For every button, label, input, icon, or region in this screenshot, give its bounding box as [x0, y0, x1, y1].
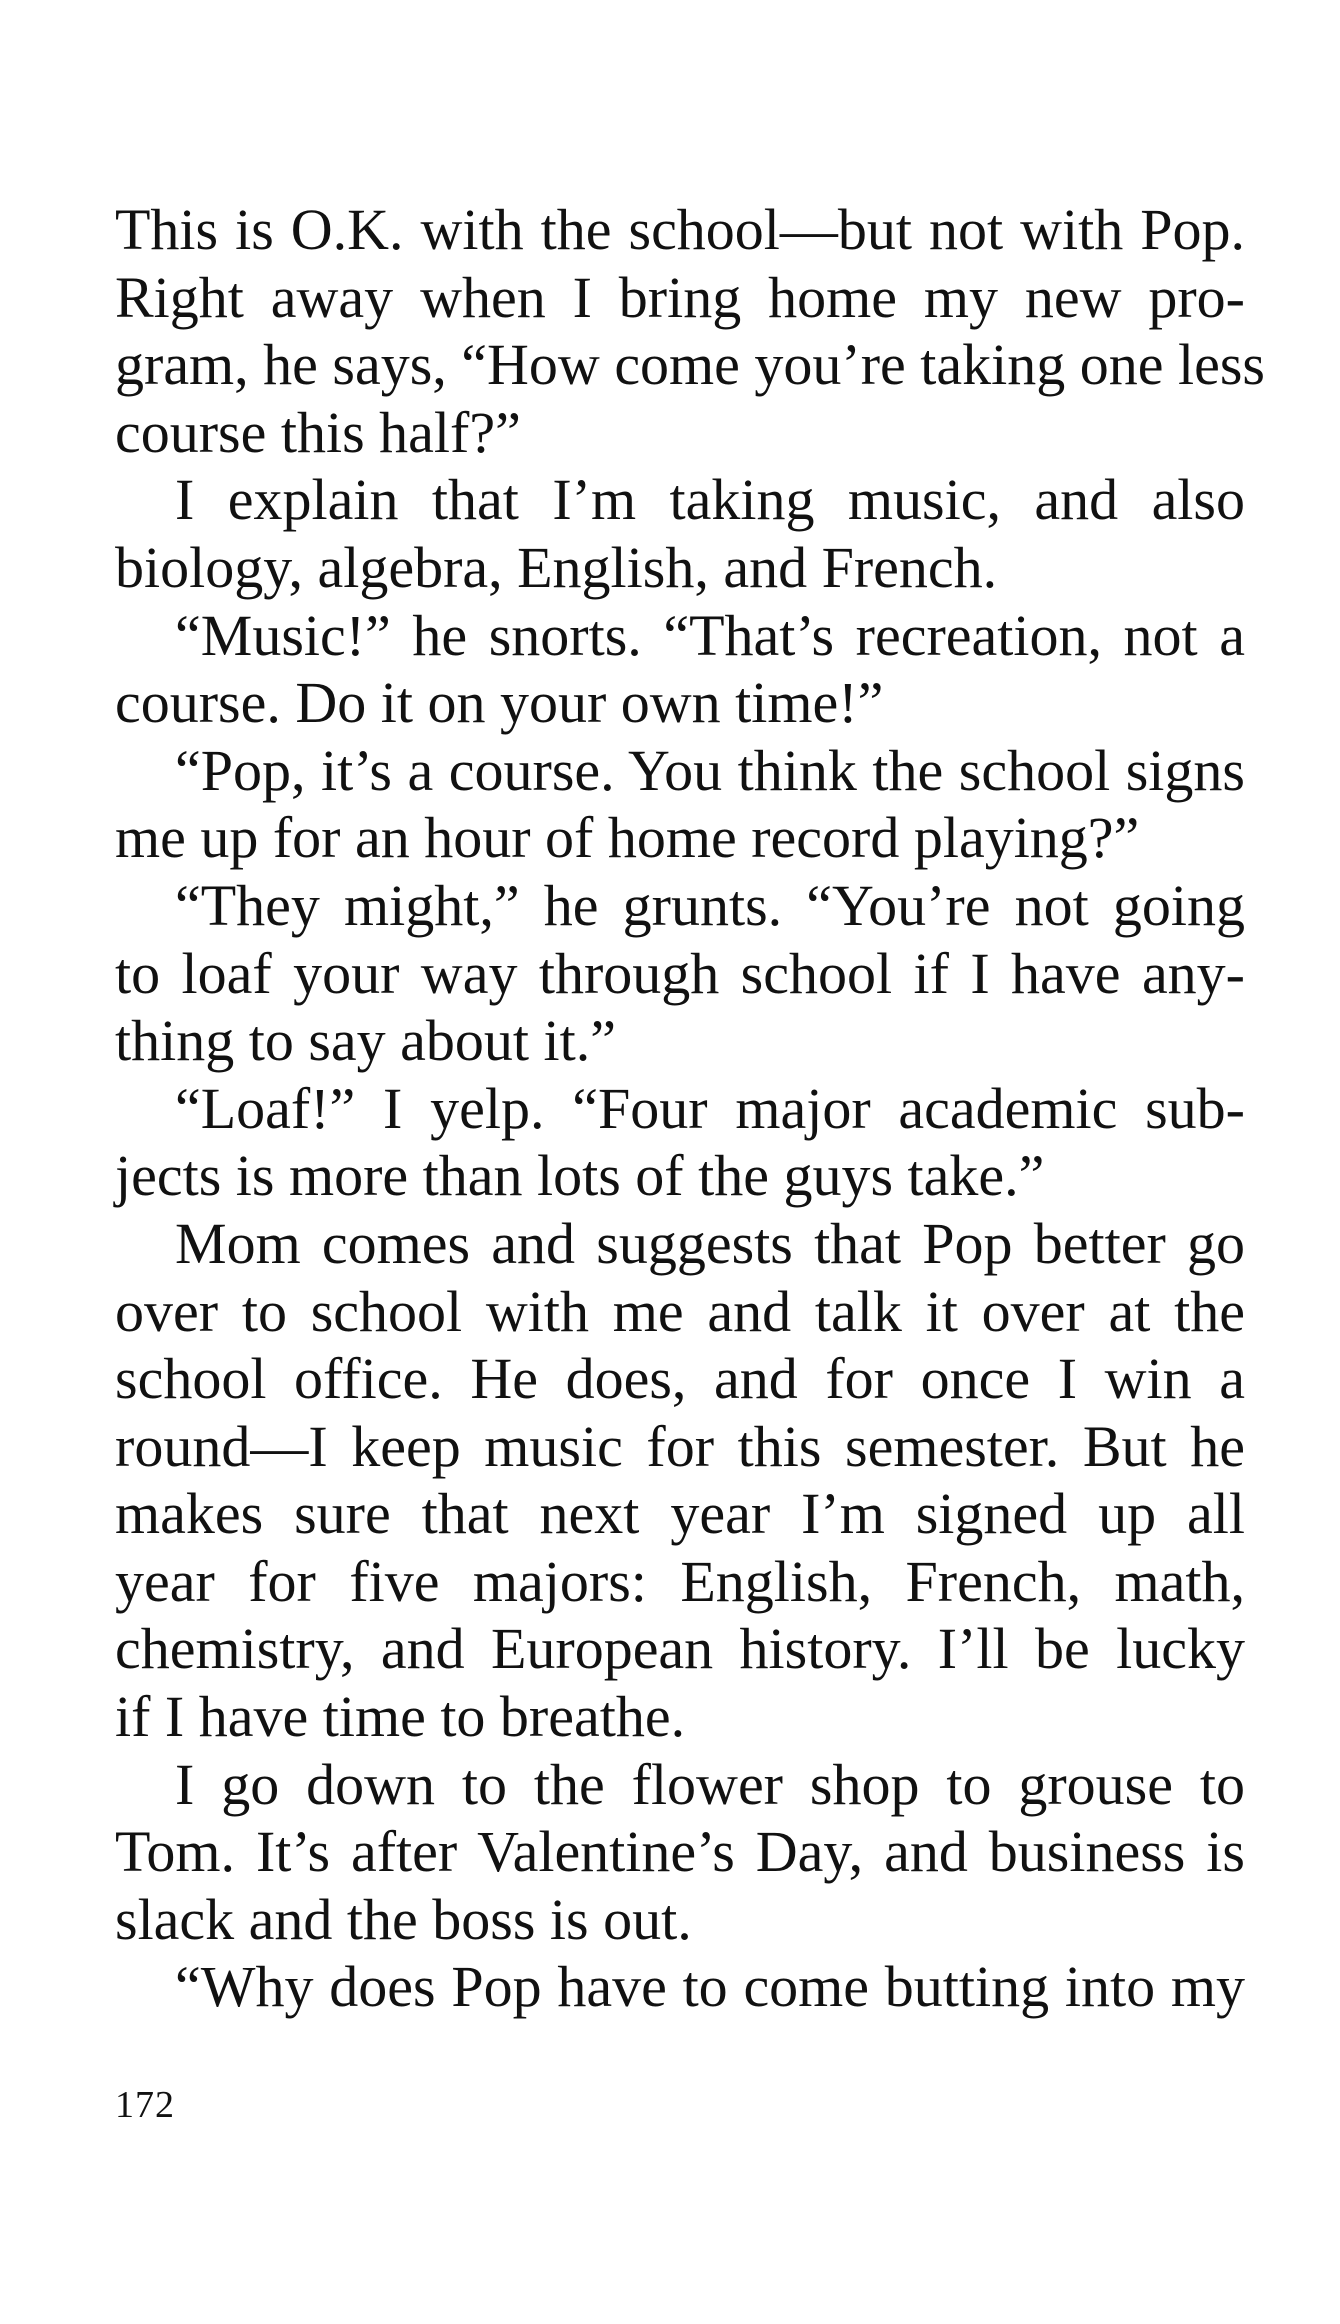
text-line: jects is more than lots of the guys take.”: [115, 1143, 1045, 1209]
text-line: I go down to the flower shop to grouse to: [175, 1751, 1245, 1817]
text-line: over to school with me and talk it over at the: [115, 1278, 1245, 1344]
text-line: year for five majors: English, French, math,: [115, 1548, 1245, 1614]
text-line: chemistry, and European history. I’ll be lucky: [115, 1616, 1245, 1682]
text-line: Right away when I bring home my new pro-: [115, 264, 1245, 330]
text-line: This is O.K. with the school—but not with Pop.: [115, 197, 1245, 262]
text-line: Mom comes and suggests that Pop better go: [175, 1210, 1245, 1276]
text-line: biology, algebra, English, and French.: [115, 534, 998, 600]
text-line: me up for an hour of home record playing?”: [115, 805, 1140, 871]
text-line: course. Do it on your own time!”: [115, 670, 884, 736]
text-line: “Pop, it’s a course. You think the school signs: [175, 737, 1245, 803]
text-line: course this half?”: [115, 399, 521, 465]
text-line: I explain that I’m taking music, and also: [175, 467, 1245, 533]
text-line: round—I keep music for this semester. But he: [115, 1413, 1245, 1479]
text-line: “Why does Pop have to come butting into my: [175, 1954, 1245, 2020]
text-line: “Loaf!” I yelp. “Four major academic sub-: [175, 1075, 1245, 1141]
text-line: makes sure that next year I’m signed up all: [115, 1481, 1245, 1547]
text-line: if I have time to breathe.: [115, 1684, 686, 1750]
text-line: school office. He does, and for once I win a: [115, 1346, 1245, 1412]
page-number: 172: [115, 2084, 175, 2126]
text-line: gram, he says, “How come you’re taking one less: [115, 332, 1266, 398]
text-line: to loaf your way through school if I have any-: [115, 940, 1245, 1006]
body-text: [115, 196, 1266, 2021]
text-line: “They might,” he grunts. “You’re not going: [175, 872, 1245, 938]
text-line: slack and the boss is out.: [115, 1886, 692, 1952]
text-line: Tom. It’s after Valentine’s Day, and business is: [115, 1819, 1245, 1885]
text-line: thing to say about it.”: [115, 1008, 616, 1074]
text-line: “Music!” he snorts. “That’s recreation, not a: [175, 602, 1245, 668]
